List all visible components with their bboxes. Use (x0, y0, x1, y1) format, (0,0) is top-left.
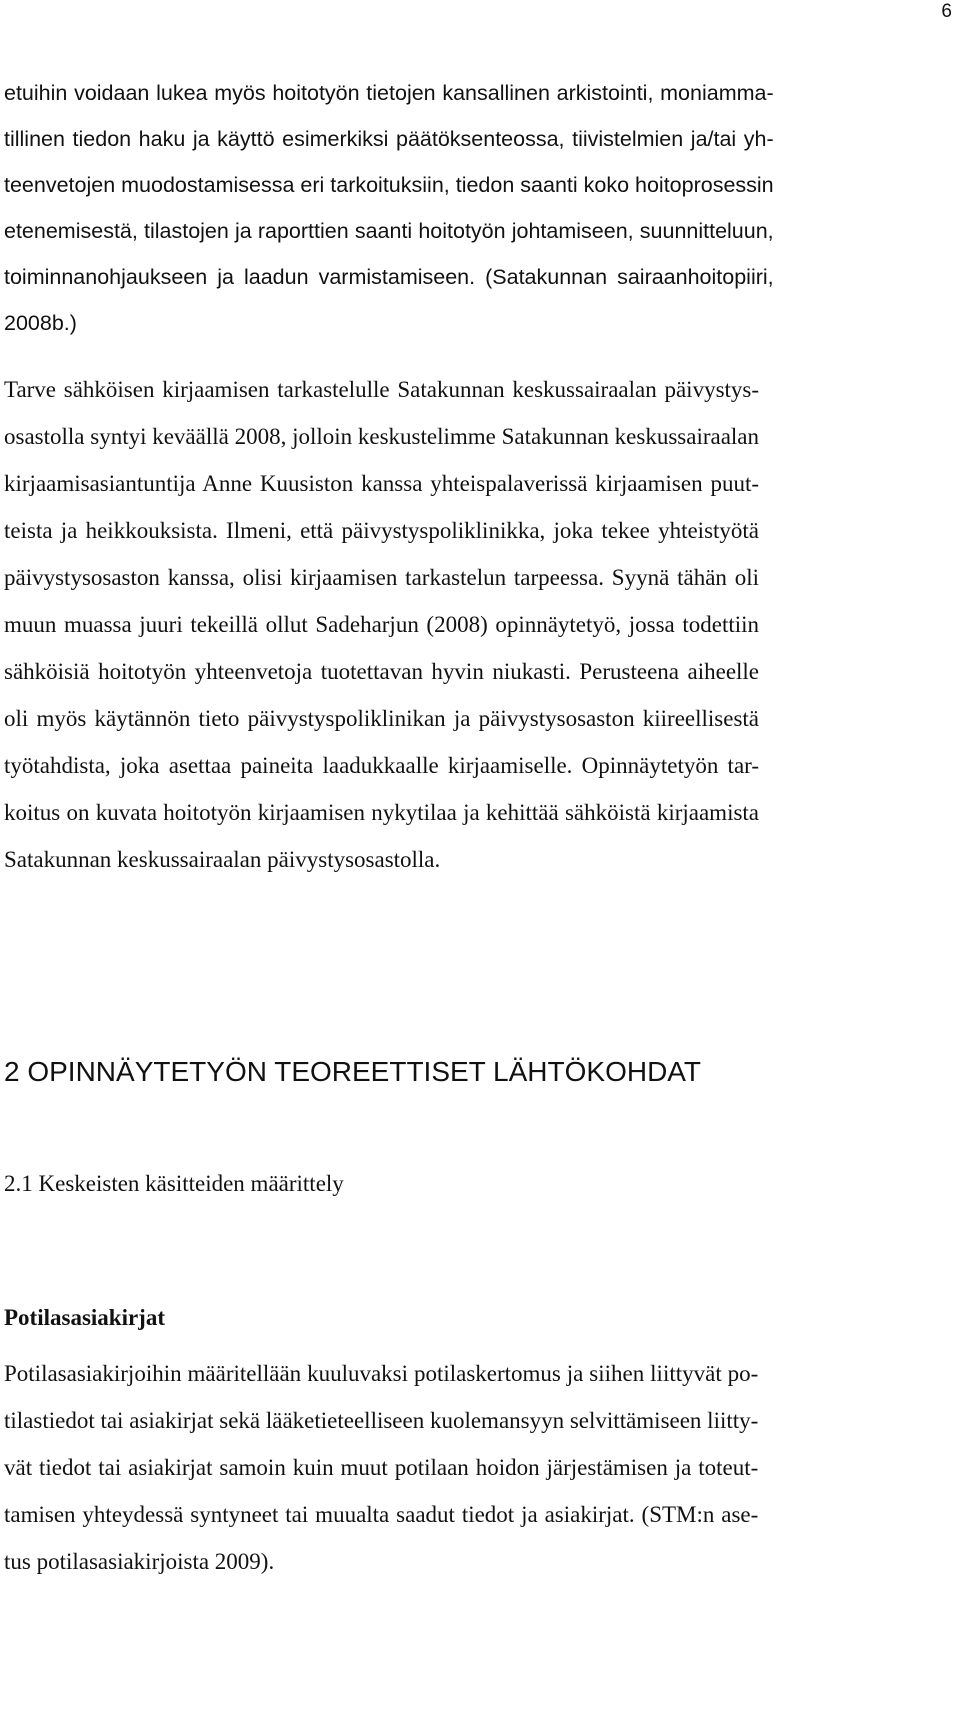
paragraph-line: tillinen tiedon haku ja käyttö esimerkiksi päätöksenteossa, tiivistelmien ja/tai yh- (4, 127, 774, 151)
paragraph-line: etuihin voidaan lukea myös hoitotyön tietojen kansallinen arkistointi, moniamma- (4, 81, 774, 105)
section-heading: 2.1 Keskeisten käsitteiden määrittely (4, 1171, 344, 1196)
paragraph-line: kirjaamisasiantuntija Anne Kuusiston kanssa yhteispalaverissä kirjaamisen puut- (4, 471, 760, 496)
paragraph-line: päivystysosaston kanssa, olisi kirjaamisen tarkastelun tarpeessa. Syynä tähän oli (4, 565, 760, 590)
paragraph-line: toiminnanohjaukseen ja laadun varmistamiseen. (Satakunnan sairaanhoitopiiri, (4, 265, 774, 289)
background-paragraph (4, 366, 759, 883)
term-heading: Potilasasiakirjat (4, 1305, 165, 1330)
paragraph-line: 2008b.) (4, 311, 77, 335)
paragraph-line: vät tiedot tai asiakirjat samoin kuin muut potilaan hoidon järjestämisen ja toteut- (4, 1455, 759, 1480)
definition-paragraph (4, 1350, 758, 1585)
paragraph-line: tilastiedot tai asiakirjat sekä lääketieteelliseen kuolemansyyn selvittämiseen liitty- (4, 1408, 759, 1433)
paragraph-line: sähköisiä hoitotyön yhteenvetoja tuotettavan hyvin niukasti. Perusteena aiheelle (4, 659, 760, 684)
paragraph-line: oli myös käytännön tieto päivystyspoliklinikan ja päivystysosaston kiireellisestä (4, 706, 760, 731)
paragraph-line: työtahdista, joka asettaa paineita laadukkaalle kirjaamiselle. Opinnäytetyön tar- (4, 753, 760, 778)
page-number: 6 (941, 1, 952, 22)
paragraph-line: teenvetojen muodostamisessa eri tarkoituksiin, tiedon saanti koko hoitoprosessin (4, 173, 774, 197)
paragraph-line: tamisen yhteydessä syntyneet tai muualta saadut tiedot ja asiakirjat. (STM:n ase- (4, 1502, 759, 1527)
paragraph-line: tus potilasasiakirjoista 2009). (4, 1549, 275, 1574)
paragraph-line: Tarve sähköisen kirjaamisen tarkastelulle Satakunnan keskussairaalan päivystys- (4, 377, 760, 402)
chapter-heading: 2 OPINNÄYTETYÖN TEOREETTISET LÄHTÖKOHDAT (4, 1056, 702, 1087)
paragraph-line: Potilasasiakirjoihin määritellään kuuluvaksi potilaskertomus ja siihen liittyvät po- (4, 1361, 759, 1386)
paragraph-line: koitus on kuvata hoitotyön kirjaamisen nykytilaa ja kehittää sähköistä kirjaamista (4, 800, 760, 825)
paragraph-line: Satakunnan keskussairaalan päivystysosastolla. (4, 847, 441, 872)
intro-paragraph (4, 70, 774, 346)
paragraph-line: etenemisestä, tilastojen ja raporttien saanti hoitotyön johtamiseen, suunnitteluun, (4, 219, 774, 243)
paragraph-line: osastolla syntyi keväällä 2008, jolloin keskustelimme Satakunnan keskussairaalan (4, 424, 760, 449)
paragraph-line: muun muassa juuri tekeillä ollut Sadeharjun (2008) opinnäytetyö, jossa todettiin (4, 612, 760, 637)
paragraph-line: teista ja heikkouksista. Ilmeni, että päivystyspoliklinikka, joka tekee yhteistyötä (4, 518, 760, 543)
